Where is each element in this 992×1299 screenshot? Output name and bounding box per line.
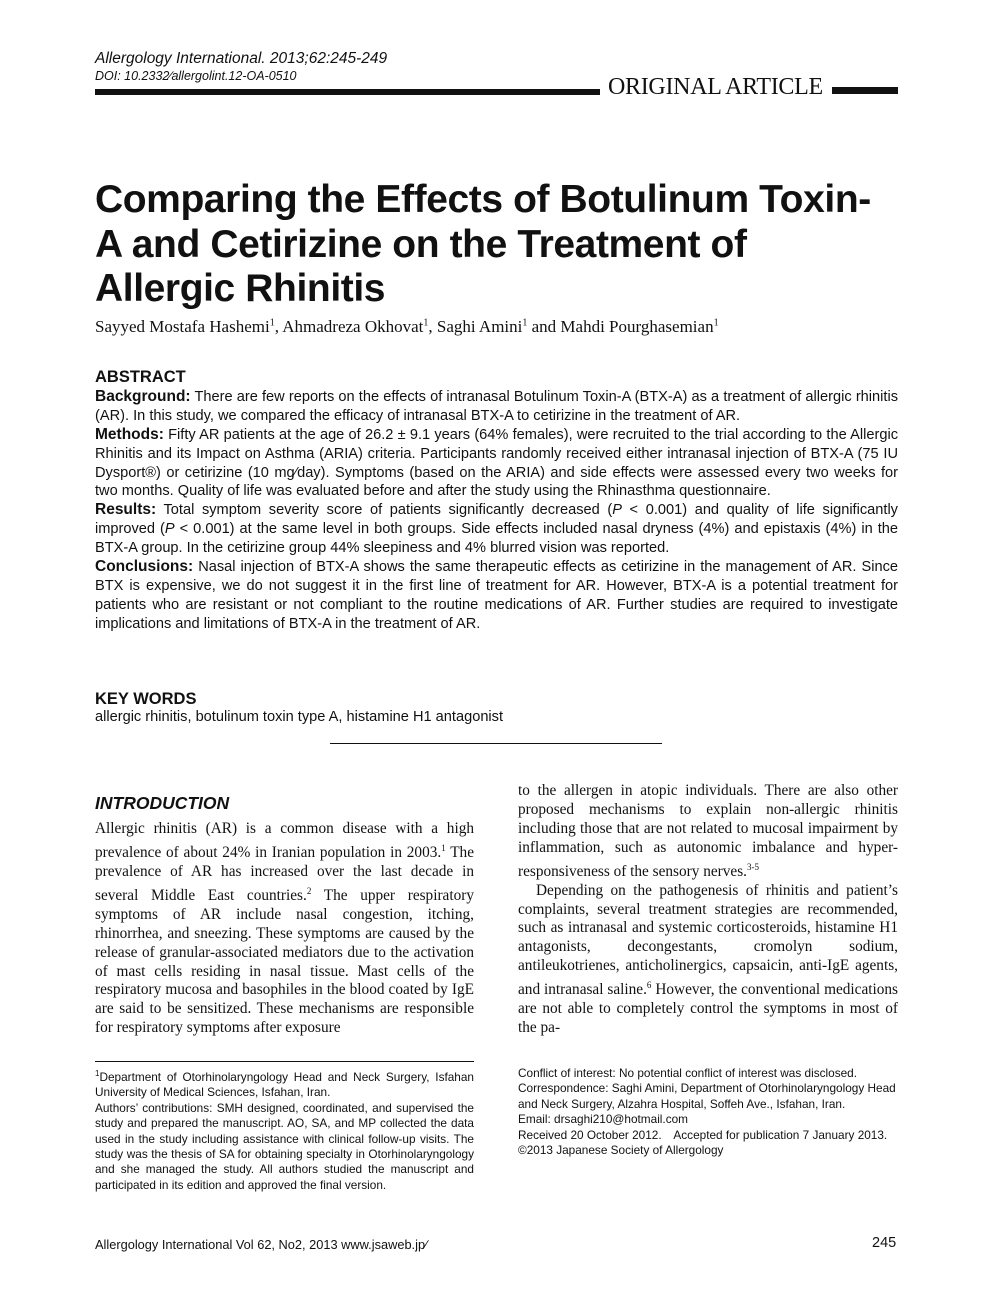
- author-affiliation-mark: 1: [522, 317, 528, 329]
- conclusions-label: Conclusions:: [95, 558, 194, 576]
- abstract: [95, 368, 898, 634]
- author-separator: ,: [428, 317, 437, 336]
- body-paragraph: [95, 820, 474, 1038]
- journal-citation: Allergology International. 2013;62:245-249: [95, 50, 388, 67]
- article-title: Comparing the Effects of Botulinum Toxin-A and Cetirizine on the Treatment of Allergic Rhinitis: [95, 178, 871, 310]
- body-column-right: [518, 782, 898, 1038]
- page-number: 245: [872, 1235, 897, 1251]
- body-text: Allergic rhinitis (AR) is a common disease with a high prevalence of about 24% in Iranian population in 2003.: [95, 820, 474, 861]
- body-text: Depending on the pathogenesis of rhinitis and patient’s complaints, several treatment strategies are recommended, such as intranasal and systemic corticosteroids, histamine H1 antagonists, decongestants, cromolyn sodium, antileukotrienes, anticholinergics, capsaicin, anti-IgE agents, and intranasal saline.: [518, 881, 898, 999]
- affiliation-note: [95, 1066, 474, 1101]
- results-text: < 0.001) at the same level in both groups. Side effects included nasal dryness (4%) and epistaxis (4%) in the BTX-A group. In the cetirizine group 44% sleepiness and 4% blurred vision was reported.: [95, 521, 898, 557]
- divider: [330, 743, 662, 744]
- abstract-background: [95, 388, 898, 426]
- methods-label: Methods:: [95, 425, 164, 443]
- citation-ref[interactable]: 3-5: [746, 861, 759, 872]
- keywords-text: allergic rhinitis, botulinum toxin type A, histamine H1 antagonist: [95, 709, 504, 725]
- background-text: There are few reports on the effects of intranasal Botulinum Toxin-A (BTX-A) as a treatment of allergic rhinitis (AR). In this study, we compared the efficacy of intranasal BTX-A to cetirizine in the treatment of AR.: [95, 388, 898, 424]
- author-affiliation-mark: 1: [423, 317, 429, 329]
- author-affiliation-mark: 1: [713, 317, 719, 329]
- body-column-left: [95, 820, 474, 1038]
- abstract-conclusions: [95, 558, 898, 634]
- results-text: < 0.001) and quality of life significantly improved (: [95, 502, 898, 538]
- footnote-rule: [95, 1061, 474, 1062]
- author-name: Saghi Amini: [436, 317, 523, 336]
- author-list: [95, 317, 719, 337]
- background-label: Background:: [95, 387, 191, 405]
- keywords-heading: KEY WORDS: [95, 690, 197, 708]
- author-separator: and: [527, 317, 561, 336]
- body-paragraph: [518, 882, 898, 1038]
- body-text: However, the conventional medications are not able to completely control the symptoms in most of the pa-: [518, 981, 898, 1037]
- conflict-note: Conflict of interest: No potential conflict of interest was disclosed.: [518, 1066, 857, 1080]
- introduction-heading: INTRODUCTION: [95, 793, 230, 813]
- methods-text: Fifty AR patients at the age of 26.2 ± 9.1 years (64% females), were recruited to the trial according to the Allergic Rhinitis and its Impact on Asthma (ARIA) criteria. Participants randomly received either intranasal injection of BTX-A (75 IU Dysport®) or cetirizine (10 mg∕day). Symptoms (based on the ARIA) and side effects were assessed every two weeks for two months. Quality of life was evaluated before and after the study using the Rhinasthma questionnaire.: [95, 426, 898, 500]
- header-rule: [95, 89, 600, 95]
- abstract-results: [95, 501, 898, 558]
- contributions-note: Authors’ contributions: SMH designed, coordinated, and supervised the study and prepared the manuscript. AO, SA, and MP collected the data used in the study including assistance with clinical follow-up visits. The study was the thesis of SA for obtaining specialty in Otorhinolaryngology and she managed the study. All authors studied the manuscript and participated in its edition and approved the final version.: [95, 1100, 474, 1192]
- results-text: Total symptom severity score of patients significantly decreased (: [156, 502, 613, 519]
- email-link[interactable]: Email: drsaghi210@hotmail.com: [518, 1112, 688, 1127]
- header-rule-right: [832, 87, 898, 94]
- footnotes-right: [518, 1066, 898, 1158]
- correspondence-note: Correspondence: Saghi Amini, Department of Otorhinolaryngology Head and Neck Surgery, Alzahra Hospital, Soffeh Ave., Isfahan, Iran.: [518, 1081, 896, 1111]
- conclusions-text: Nasal injection of BTX-A shows the same therapeutic effects as cetirizine in the management of AR. Since BTX is expensive, we do not suggest it in the first line of treatment for AR. However, BTX-A is a potential treatment for patients who are resistant or not compliant to the routine medications of AR. Further studies are required to investigate implications and limitations of BTX-A in the treatment of AR.: [95, 559, 898, 632]
- body-text: to the allergen in atopic individuals. There are also other proposed mechanisms to explain non-allergic rhinitis including those that are not related to mucosal impairment by inflammation, such as autonomic imbalance and hyper-responsiveness of the sensory nerves.: [518, 782, 898, 880]
- p-symbol: P: [164, 521, 175, 538]
- footer-journal: Allergology International Vol 62, No2, 2013 www.jsaweb.jp∕: [95, 1237, 428, 1252]
- author-name: Ahmadreza Okhovat: [282, 317, 424, 336]
- author-affiliation-mark: 1: [269, 317, 275, 329]
- footnotes-left: [95, 1066, 474, 1193]
- affiliation-mark: 1: [95, 1069, 100, 1078]
- section-label: ORIGINAL ARTICLE: [608, 74, 823, 100]
- received-note: Received 20 October 2012. Accepted for publication 7 January 2013.: [518, 1127, 888, 1142]
- abstract-methods: [95, 426, 898, 502]
- author-name: Sayyed Mostafa Hashemi: [95, 317, 270, 336]
- author-separator: ,: [274, 317, 283, 336]
- affiliation-text: Department of Otorhinolaryngology Head and Neck Surgery, Isfahan University of Medical Sciences, Isfahan, Iran.: [95, 1069, 474, 1100]
- abstract-heading: ABSTRACT: [95, 368, 186, 386]
- doi: DOI: 10.2332∕allergolint.12-OA-0510: [95, 69, 297, 83]
- citation-ref[interactable]: 2: [306, 885, 312, 896]
- author-name: Mahdi Pourghasemian: [560, 317, 714, 336]
- body-text: The upper respiratory symptoms of AR include nasal congestion, itching, rhinorrhea, and sneezing. These symptoms are caused by the release of granular-associated mediators due to the activation of mast cells residing in nasal tissue. Mast cells of the respiratory mucosa and basophiles in the blood coated by IgE are said to be sensitized. These mechanisms are responsible for respiratory symptoms after exposure: [95, 886, 474, 1037]
- copyright-note: ©2013 Japanese Society of Allergology: [518, 1143, 724, 1158]
- citation-ref[interactable]: 1: [441, 842, 446, 853]
- p-symbol: P: [612, 502, 622, 519]
- body-text: The prevalence of AR has increased over the last decade in several Middle East countries.: [95, 844, 474, 904]
- body-paragraph: [518, 782, 898, 882]
- results-label: Results:: [95, 501, 157, 519]
- citation-ref[interactable]: 6: [646, 980, 652, 991]
